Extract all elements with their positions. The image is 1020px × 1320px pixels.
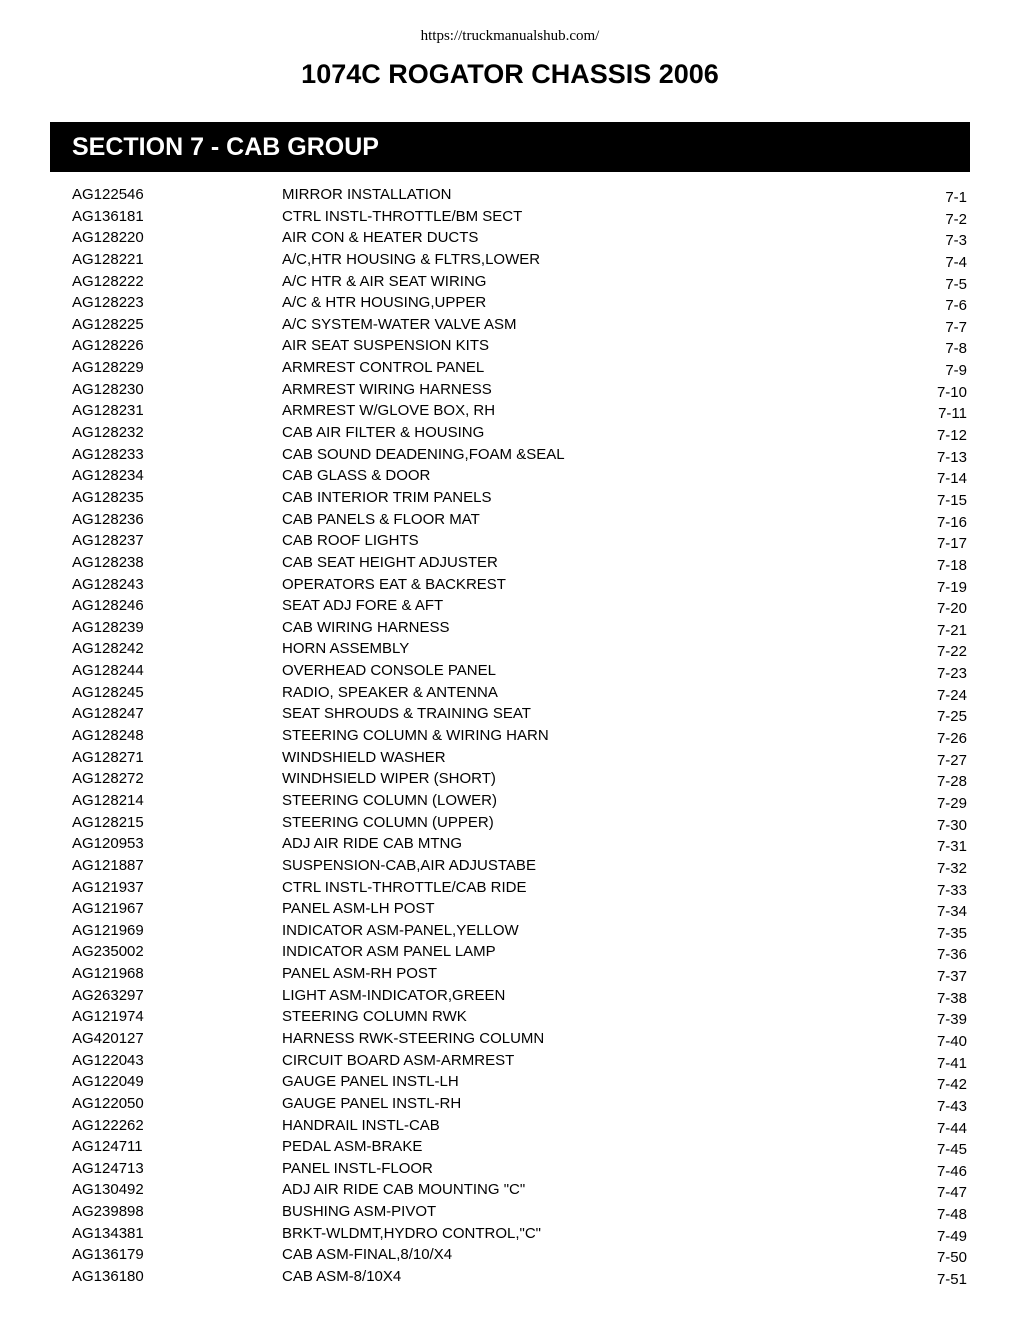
list-item: [0, 445, 1020, 467]
part-description: PEDAL ASM-BRAKE: [282, 1138, 423, 1156]
list-item: [0, 1267, 1020, 1289]
page-reference: 7-32: [936, 859, 967, 877]
part-number: AG128234: [72, 467, 144, 485]
list-item: [0, 380, 1020, 402]
list-item: [0, 272, 1020, 294]
part-description: PANEL ASM-LH POST: [282, 900, 435, 918]
page-reference: 7-8: [945, 340, 967, 358]
part-description: CAB SEAT HEIGHT ADJUSTER: [282, 553, 498, 571]
part-description: AIR CON & HEATER DUCTS: [282, 229, 479, 247]
part-number: AG121967: [72, 900, 144, 918]
page-reference: 7-15: [936, 491, 967, 509]
list-item: [0, 704, 1020, 726]
part-number: AG130492: [72, 1181, 144, 1199]
list-item: [0, 986, 1020, 1008]
page-reference: 7-19: [936, 578, 967, 596]
list-item: [0, 1180, 1020, 1202]
part-description: OVERHEAD CONSOLE PANEL: [282, 662, 496, 680]
part-description: OPERATORS EAT & BACKREST: [282, 575, 506, 593]
list-item: [0, 878, 1020, 900]
page-reference: 7-48: [936, 1206, 967, 1224]
part-number: AG128226: [72, 337, 144, 355]
part-description: CAB WIRING HARNESS: [282, 618, 450, 636]
list-item: [0, 921, 1020, 943]
part-number: AG128244: [72, 662, 144, 680]
part-number: AG122546: [72, 186, 144, 203]
part-description: STEERING COLUMN RWK: [282, 1008, 467, 1026]
part-number: AG128221: [72, 250, 144, 268]
list-item: [0, 1202, 1020, 1224]
page-reference: 7-26: [936, 730, 967, 748]
list-item: [0, 1051, 1020, 1073]
part-number: AG128229: [72, 359, 144, 377]
part-number: AG124713: [72, 1159, 144, 1177]
part-number: AG121937: [72, 878, 144, 896]
list-item: [0, 726, 1020, 748]
page-reference: 7-31: [936, 838, 967, 856]
page-reference: 7-51: [936, 1271, 967, 1289]
page-reference: 7-23: [936, 665, 967, 683]
page-reference: 7-12: [936, 427, 967, 445]
part-number: AG121969: [72, 921, 144, 939]
part-description: CAB AIR FILTER & HOUSING: [282, 424, 485, 442]
list-item: [0, 639, 1020, 661]
part-description: A/C SYSTEM-WATER VALVE ASM: [282, 315, 517, 333]
section-header: SECTION 7 - CAB GROUP: [50, 122, 970, 172]
list-item: [0, 596, 1020, 618]
page-reference: 7-16: [936, 513, 967, 531]
list-item: [0, 185, 1020, 207]
part-description: WINDHSIELD WIPER (SHORT): [282, 770, 496, 788]
list-item: [0, 315, 1020, 337]
page-reference: 7-42: [936, 1076, 967, 1094]
part-description: CAB PANELS & FLOOR MAT: [282, 510, 480, 528]
part-description: ARMREST CONTROL PANEL: [282, 359, 485, 377]
list-item: [0, 207, 1020, 229]
page-reference: 7-1: [945, 189, 967, 206]
page-reference: 7-43: [936, 1097, 967, 1115]
page-reference: 7-37: [936, 968, 967, 986]
page-reference: 7-47: [936, 1184, 967, 1202]
page-reference: 7-2: [945, 210, 967, 228]
page-reference: 7-17: [936, 535, 967, 553]
list-item: [0, 899, 1020, 921]
part-number: AG128245: [72, 683, 144, 701]
page-reference: 7-27: [936, 751, 967, 769]
part-description: CIRCUIT BOARD ASM-ARMREST: [282, 1051, 515, 1069]
part-number: AG128248: [72, 727, 144, 745]
list-item: [0, 856, 1020, 878]
page-reference: 7-46: [936, 1162, 967, 1180]
list-item: [0, 964, 1020, 986]
part-number: AG128246: [72, 597, 144, 615]
part-description: HORN ASSEMBLY: [282, 640, 410, 658]
list-item: [0, 618, 1020, 640]
page-reference: 7-34: [936, 903, 967, 921]
page-reference: 7-28: [936, 773, 967, 791]
list-item: [0, 466, 1020, 488]
part-description: STEERING COLUMN & WIRING HARN: [282, 727, 549, 745]
part-number: AG128236: [72, 510, 144, 528]
page-reference: 7-3: [945, 232, 967, 250]
part-number: AG128272: [72, 770, 144, 788]
part-description: ARMREST W/GLOVE BOX, RH: [282, 402, 496, 420]
list-item: [0, 510, 1020, 532]
page-reference: 7-36: [936, 946, 967, 964]
list-item: [0, 575, 1020, 597]
part-number: AG128232: [72, 424, 144, 442]
part-description: PANEL INSTL-FLOOR: [282, 1159, 433, 1177]
part-number: AG134381: [72, 1224, 144, 1242]
list-item: [0, 834, 1020, 856]
part-description: CTRL INSTL-THROTTLE/CAB RIDE: [282, 878, 527, 896]
page-reference: 7-40: [936, 1032, 967, 1050]
page-reference: 7-6: [945, 297, 967, 315]
part-number: AG128225: [72, 315, 144, 333]
list-item: [0, 1072, 1020, 1094]
part-description: GAUGE PANEL INSTL-LH: [282, 1073, 459, 1091]
part-description: CAB GLASS & DOOR: [282, 467, 431, 485]
list-item: [0, 1094, 1020, 1116]
part-description: CTRL INSTL-THROTTLE/BM SECT: [282, 207, 523, 225]
list-item: [0, 1245, 1020, 1267]
part-description: SEAT SHROUDS & TRAINING SEAT: [282, 705, 531, 723]
list-item: [0, 531, 1020, 553]
part-description: MIRROR INSTALLATION: [282, 186, 452, 203]
page-reference: 7-10: [936, 383, 967, 401]
page-reference: 7-5: [945, 275, 967, 293]
page-reference: 7-39: [936, 1011, 967, 1029]
part-number: AG136179: [72, 1246, 144, 1264]
part-description: HANDRAIL INSTL-CAB: [282, 1116, 440, 1134]
part-number: AG128231: [72, 402, 144, 420]
part-number: AG128243: [72, 575, 144, 593]
part-number: AG120953: [72, 835, 144, 853]
list-item: [0, 293, 1020, 315]
part-description: CAB ROOF LIGHTS: [282, 532, 419, 550]
part-description: WINDSHIELD WASHER: [282, 748, 446, 766]
part-number: AG128237: [72, 532, 144, 550]
list-item: [0, 488, 1020, 510]
parts-index-list: [0, 185, 1020, 1289]
part-number: AG235002: [72, 943, 144, 961]
list-item: [0, 1029, 1020, 1051]
part-number: AG122262: [72, 1116, 144, 1134]
page-reference: 7-24: [936, 686, 967, 704]
list-item: [0, 401, 1020, 423]
part-number: AG128214: [72, 791, 144, 809]
part-description: GAUGE PANEL INSTL-RH: [282, 1094, 462, 1112]
part-description: AIR SEAT SUSPENSION KITS: [282, 337, 489, 355]
part-number: AG128215: [72, 813, 144, 831]
part-description: RADIO, SPEAKER & ANTENNA: [282, 683, 498, 701]
part-description: PANEL ASM-RH POST: [282, 965, 438, 983]
part-number: AG128235: [72, 488, 144, 506]
part-description: INDICATOR ASM-PANEL,YELLOW: [282, 921, 519, 939]
part-number: AG128247: [72, 705, 144, 723]
part-description: CAB ASM-FINAL,8/10/X4: [282, 1246, 453, 1264]
part-description: STEERING COLUMN (LOWER): [282, 791, 498, 809]
part-number: AG239898: [72, 1203, 144, 1221]
list-item: [0, 1116, 1020, 1138]
list-item: [0, 1137, 1020, 1159]
part-description: STEERING COLUMN (UPPER): [282, 813, 494, 831]
part-description: A/C HTR & AIR SEAT WIRING: [282, 272, 487, 290]
part-number: AG128233: [72, 445, 144, 463]
part-description: A/C & HTR HOUSING,UPPER: [282, 294, 487, 312]
part-description: CAB ASM-8/10X4: [282, 1268, 402, 1286]
part-number: AG121968: [72, 965, 144, 983]
list-item: [0, 228, 1020, 250]
part-number: AG124711: [72, 1138, 143, 1156]
list-item: [0, 358, 1020, 380]
part-number: AG122050: [72, 1094, 144, 1112]
page-reference: 7-18: [936, 556, 967, 574]
list-item: [0, 942, 1020, 964]
part-number: AG136181: [72, 207, 144, 225]
list-item: [0, 813, 1020, 835]
page-reference: 7-49: [936, 1227, 967, 1245]
part-description: CAB INTERIOR TRIM PANELS: [282, 488, 492, 506]
part-number: AG128271: [72, 748, 144, 766]
page-reference: 7-20: [936, 600, 967, 618]
list-item: [0, 683, 1020, 705]
page-reference: 7-38: [936, 989, 967, 1007]
list-item: [0, 1007, 1020, 1029]
part-number: AG128220: [72, 229, 144, 247]
part-description: BRKT-WLDMT,HYDRO CONTROL,"C": [282, 1224, 541, 1242]
page-reference: 7-13: [936, 448, 967, 466]
page-reference: 7-45: [936, 1141, 967, 1159]
list-item: [0, 661, 1020, 683]
part-description: A/C,HTR HOUSING & FLTRS,LOWER: [282, 250, 541, 268]
part-description: SUSPENSION-CAB,AIR ADJUSTABE: [282, 856, 536, 874]
page-reference: 7-11: [938, 405, 967, 423]
page-reference: 7-30: [936, 816, 967, 834]
page-reference: 7-29: [936, 794, 967, 812]
page-reference: 7-35: [936, 924, 967, 942]
part-number: AG128222: [72, 272, 144, 290]
part-description: CAB SOUND DEADENING,FOAM &SEAL: [282, 445, 565, 463]
list-item: [0, 748, 1020, 770]
document-title: 1074C ROGATOR CHASSIS 2006: [301, 59, 719, 89]
list-item: [0, 553, 1020, 575]
part-description: SEAT ADJ FORE & AFT: [282, 597, 444, 615]
page-reference: 7-9: [945, 362, 967, 380]
list-item: [0, 1159, 1020, 1181]
part-description: INDICATOR ASM PANEL LAMP: [282, 943, 496, 961]
part-number: AG122049: [72, 1073, 144, 1091]
part-number: AG420127: [72, 1029, 144, 1047]
part-number: AG128239: [72, 618, 144, 636]
part-number: AG121974: [72, 1008, 144, 1026]
part-number: AG121887: [72, 856, 144, 874]
part-description: ADJ AIR RIDE CAB MTNG: [282, 835, 463, 853]
page-reference: 7-41: [936, 1054, 967, 1072]
page-reference: 7-44: [936, 1119, 967, 1137]
list-item: [0, 250, 1020, 272]
part-number: AG128230: [72, 380, 144, 398]
part-description: ARMREST WIRING HARNESS: [282, 380, 492, 398]
source-url: https://truckmanualshub.com/: [420, 28, 600, 44]
part-number: AG128242: [72, 640, 144, 658]
part-number: AG263297: [72, 986, 144, 1004]
part-description: HARNESS RWK-STEERING COLUMN: [282, 1029, 545, 1047]
part-description: LIGHT ASM-INDICATOR,GREEN: [282, 986, 506, 1004]
page-reference: 7-4: [945, 253, 967, 271]
list-item: [0, 336, 1020, 358]
list-item: [0, 1224, 1020, 1246]
page-reference: 7-22: [936, 643, 967, 661]
page-reference: 7-14: [936, 470, 967, 488]
page-reference: 7-7: [945, 318, 967, 336]
list-item: [0, 423, 1020, 445]
part-number: AG136180: [72, 1268, 144, 1286]
part-number: AG122043: [72, 1051, 144, 1069]
part-number: AG128223: [72, 294, 144, 312]
part-description: ADJ AIR RIDE CAB MOUNTING "C": [282, 1181, 526, 1199]
page-reference: 7-50: [936, 1249, 967, 1267]
part-description: BUSHING ASM-PIVOT: [282, 1203, 437, 1221]
part-number: AG128238: [72, 553, 144, 571]
page-reference: 7-25: [936, 708, 967, 726]
page-reference: 7-21: [936, 621, 967, 639]
list-item: [0, 769, 1020, 791]
list-item: [0, 791, 1020, 813]
page-reference: 7-33: [936, 881, 967, 899]
